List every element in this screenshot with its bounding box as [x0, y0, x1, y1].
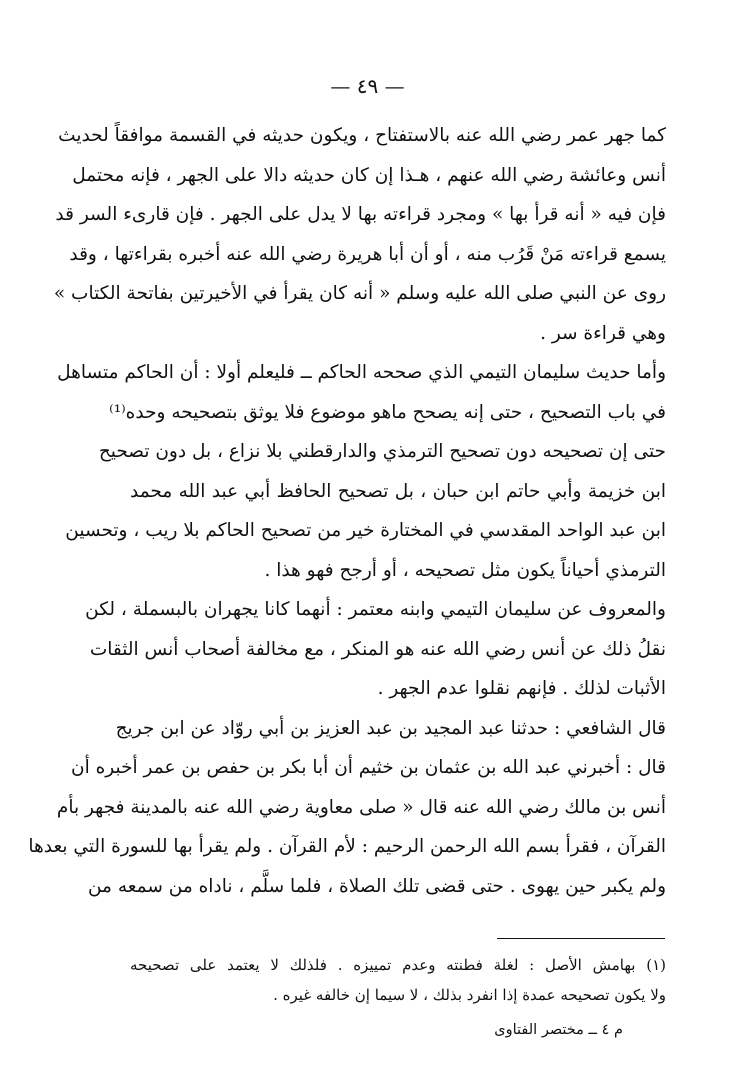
footnote-divider: [497, 938, 665, 939]
footnotes: [130, 950, 666, 1010]
body-text: [28, 116, 666, 906]
text-line: فإن فيه « أنه قرأ بها » ومجرد قراءته بها لا يدل على الجهر . فإن قارىء السر قد: [55, 204, 666, 225]
text-line: وهي قراءة سر .: [540, 322, 666, 344]
text-line: ابن خزيمة وأبي حاتم ابن حبان ، بل تصحيح الحافظ أبي عبد الله محمد: [130, 480, 666, 502]
text-line: الترمذي أحياناً يكون مثل تصحيحه ، أو أرجح فهو هذا .: [264, 559, 666, 581]
text-line: أنس وعائشة رضي الله عنهم ، هـذا إن كان حديثه دالا على الجهر ، فإنه محتمل: [72, 164, 666, 186]
text-line: روى عن النبي صلى الله عليه وسلم « أنه كان يقرأ في الأخيرتين بفاتحة الكتاب »: [53, 283, 666, 304]
text-line: نقلُ ذلك عن أنس رضي الله عنه هو المنكر ، مع مخالفة أصحاب أنس الثقات: [89, 638, 666, 660]
text-line: في باب التصحيح ، حتى إنه يصحح ماهو موضوع فلا يوثق بتصحيحه وحده⁽¹⁾: [109, 401, 666, 423]
footnote-line: (١) بهامش الأصل : لغلة فطنته وعدم تمييزه . فلذلك لا يعتمد على تصحيحه: [130, 956, 666, 974]
text-line: ابن عبد الواحد المقدسي في المختارة خير من تصحيح الحاكم بلا ريب ، وتحسين: [65, 520, 666, 541]
text-line: والمعروف عن سليمان التيمي وابنه معتمر : أنهما كانا يجهران بالبسملة ، لكن: [85, 599, 666, 620]
text-line: ولم يكبر حين يهوى . حتى قضى تلك الصلاة ، فلما سلَّم ، ناداه من سمعه من: [87, 875, 666, 897]
text-line: القرآن ، فقرأ بسم الله الرحمن الرحيم : لأم القرآن . ولم يقرأ بها للسورة التي بعدها: [28, 836, 666, 857]
text-line: حتى إن تصحيحه دون تصحيح الترمذي والدارقطني بلا نزاع ، بل دون تصحيح: [98, 441, 666, 462]
text-line: وأما حديث سليمان التيمي الذي صححه الحاكم ــ فليعلم أولا : أن الحاكم متساهل: [57, 362, 666, 383]
page-number: — ٤٩ —: [330, 74, 405, 98]
text-line: الأثبات لذلك . فإنهم نقلوا عدم الجهر .: [377, 678, 666, 699]
footnote-line: ولا يكون تصحيحه عمدة إذا انفرد بذلك ، لا سيما إن خالفه غيره .: [273, 986, 666, 1004]
signature-mark: م ٤ ــ مختصر الفتاوى: [494, 1022, 623, 1038]
text-line: كما جهر عمر رضي الله عنه بالاستفتاح ، ويكون حديثه في القسمة موافقاً لحديث: [58, 125, 666, 146]
text-line: أنس بن مالك رضي الله عنه قال « صلى معاوية رضي الله عنه بالمدينة فجهر بأم: [56, 796, 666, 818]
text-line: قال الشافعي : حدثنا عبد المجيد بن عبد العزيز بن أبي روّاد عن ابن جريج: [115, 717, 666, 739]
text-line: يسمع قراءته مَنْ قَرُب منه ، أو أن أبا هريرة رضي الله عنه أخبره بقراءتها ، وقد: [69, 243, 666, 265]
text-line: قال : أخبرني عبد الله بن عثمان بن خثيم أن أبا بكر بن حفص بن عمر أخبره أن: [71, 757, 666, 778]
